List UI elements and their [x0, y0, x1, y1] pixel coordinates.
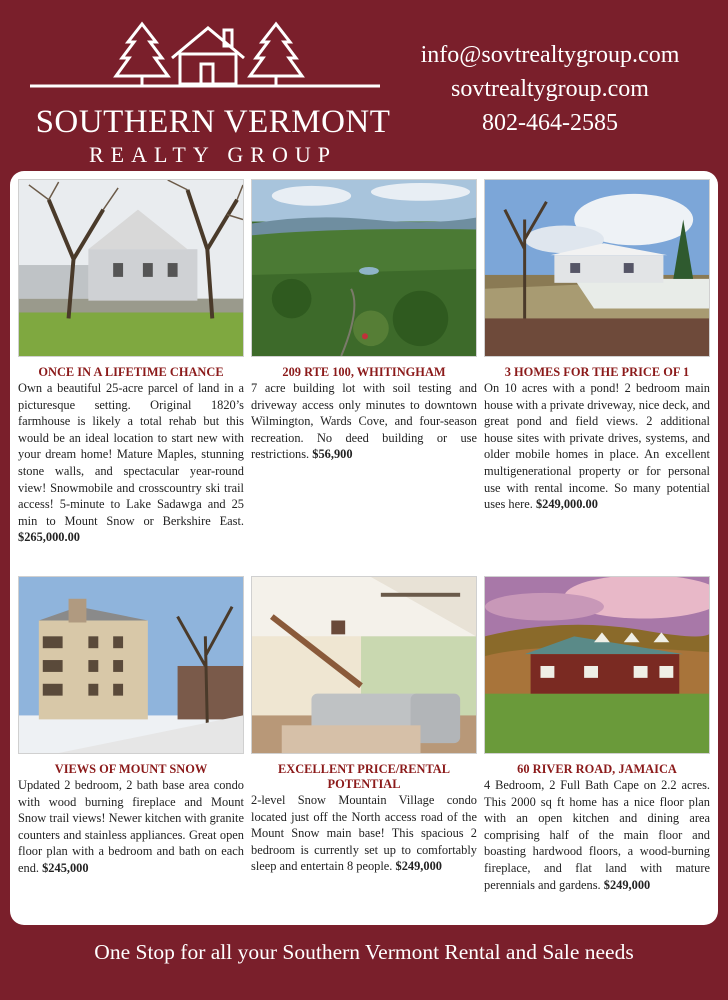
listing-card[interactable]	[18, 576, 244, 877]
listing-price: $249,000.00	[535, 497, 598, 512]
logo-subname: REALTY GROUP	[88, 142, 337, 167]
listing-title: EXCELLENT PRICE/RENTAL POTENTIAL	[277, 762, 451, 791]
aerial-forest-photo	[251, 179, 477, 357]
header	[0, 0, 728, 172]
listing-description: 7 acre building lot with soil testing and driveway access only minutes to downtown Wilmington, Wards Cove, and four-season recreation. No deed building or use restrictions. $56,900	[251, 381, 477, 462]
listing-description: 4 Bedroom, 2 Full Bath Cape on 2.2 acres. This 2000 sq ft home has a nice floor plan with an open kitchen and dining area comprising half of the main floor and boasting hardwood floors, a wood-burning fireplace, and flat land with mature perennials and gardens. $249,000	[484, 778, 710, 892]
website-link[interactable]: sovtrealtygroup.com	[451, 76, 649, 102]
listing-description: Own a beautiful 25-acre parcel of land in a picturesque setting. Original 1820’s farmhouse is likely a total rehab but this would be an ideal location to start new with your dream home! Mature Maples, stunning stone walls, and spectacular year-round view! Snowmobile and crosscountry ski trail access! 5-minute to Lake Sadawga and 25 min to Mount Snow or Berkshire East. $265,000.00	[18, 381, 244, 545]
listing-card[interactable]	[18, 179, 244, 546]
listing-price: $56,900	[312, 447, 353, 462]
condo-building-photo	[18, 576, 244, 754]
listing-card[interactable]	[251, 179, 477, 463]
footer-tagline: One Stop for all your Southern Vermont Rental and Sale needs	[94, 940, 634, 964]
logo-name: SOUTHERN VERMONT	[35, 104, 391, 140]
listing-price: $249,000	[395, 859, 442, 874]
listing-price: $265,000.00	[18, 530, 80, 545]
contact-info	[380, 38, 720, 140]
listing-description: On 10 acres with a pond! 2 bedroom main house with a private driveway, nice deck, and great pond and field views. 2 additional house sites with private drives, systems, and older mobile homes in place. An excellent multigenerational property or for personal use with rental income. So many potential uses here. $249,000.00	[484, 381, 710, 512]
listing-title: VIEWS OF MOUNT SNOW	[54, 762, 208, 776]
listing-card[interactable]	[251, 576, 477, 875]
listings-panel	[10, 171, 718, 925]
listing-price: $245,000	[42, 860, 89, 875]
listing-title: 60 RIVER ROAD, JAMAICA	[517, 762, 677, 776]
listing-title: 209 RTE 100, WHITINGHAM	[282, 365, 446, 379]
email-link[interactable]: info@sovtrealtygroup.com	[420, 42, 680, 68]
logo-trees-house-icon	[30, 18, 380, 98]
listing-description: Updated 2 bedroom, 2 bath base area condo with wood burning fireplace and Mount Snow trail views! Newer kitchen with granite counters and stainless appliances. Great open floor plan with a bedroom and bath on each end. $245,000	[18, 778, 244, 875]
country-house-photo	[484, 179, 710, 357]
cape-house-photo	[484, 576, 710, 754]
listing-description: 2-level Snow Mountain Village condo located just off the North access road of the Mount Snow main base! This spacious 2 bedroom is currently set up to comfortably sleep and entertain 8 people. $249,000	[251, 793, 477, 874]
listing-price: $249,000	[603, 877, 651, 892]
listing-card[interactable]	[484, 179, 710, 513]
farmhouse-photo	[18, 179, 244, 357]
listing-title: ONCE IN A LIFETIME CHANCE	[38, 365, 224, 379]
condo-interior-photo	[251, 576, 477, 754]
listing-card[interactable]	[484, 576, 710, 893]
listing-title: 3 HOMES FOR THE PRICE OF 1	[504, 365, 690, 379]
company-logo	[22, 18, 391, 167]
phone-number[interactable]: 802-464-2585	[482, 110, 618, 136]
